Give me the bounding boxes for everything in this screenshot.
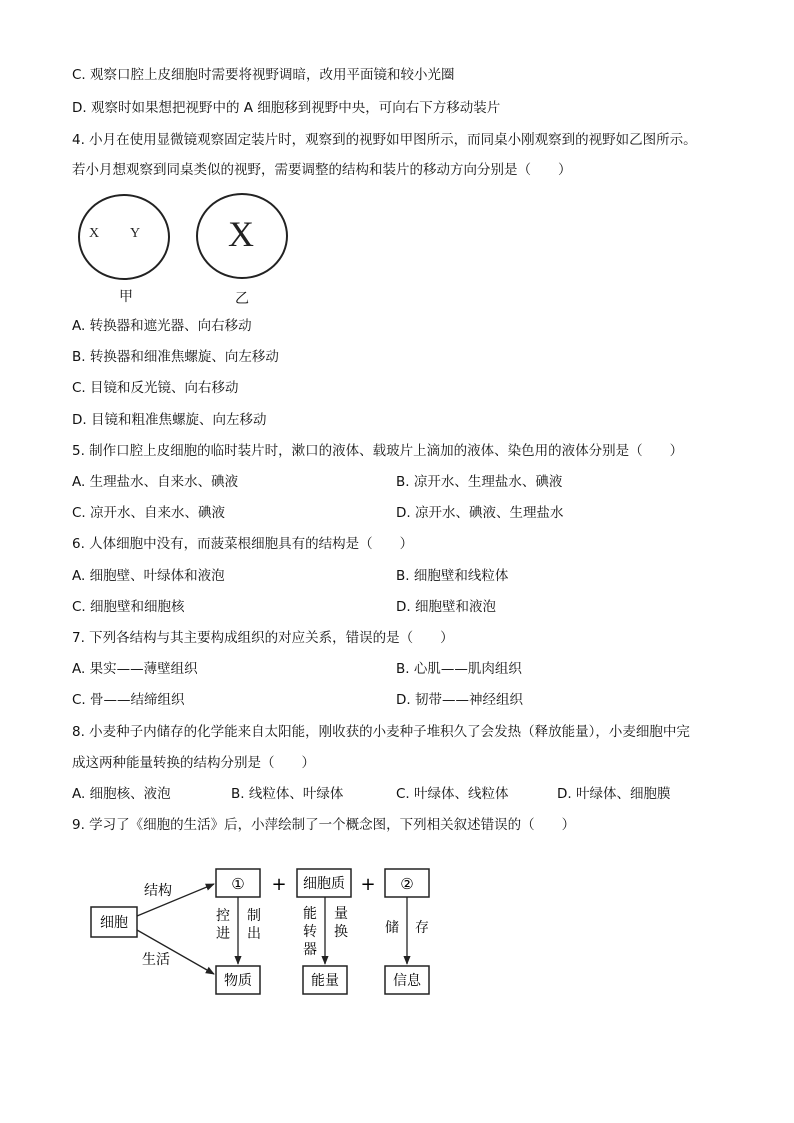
q7-option-b: B. 心肌——肌肉组织	[396, 661, 522, 677]
label-cytoplasm: 细胞质	[303, 876, 345, 892]
q5-option-c: C. 凉开水、自来水、碘液	[72, 505, 226, 521]
label-cell: 细胞	[100, 915, 128, 931]
label-energy-conv-3: 器	[303, 942, 317, 958]
cell-x-small: X	[89, 226, 100, 241]
label-box1: ①	[231, 875, 245, 893]
label-control-2: 进	[216, 926, 230, 942]
label-structure: 结构	[144, 883, 172, 899]
q5-option-b: B. 凉开水、生理盐水、碘液	[396, 474, 563, 490]
cell-y-small: Y	[130, 226, 141, 241]
label-make-1: 制	[247, 908, 261, 924]
caption-jia: 甲	[119, 289, 133, 305]
q6-option-a: A. 细胞壁、叶绿体和液泡	[72, 568, 225, 584]
option-d-previous: D. 观察时如果想把视野中的 A 细胞移到视野中央，可向右下方移动装片	[72, 100, 501, 116]
label-box2: ②	[400, 875, 414, 893]
q4-option-d: D. 目镜和粗准焦螺旋、向左移动	[72, 412, 267, 428]
question-4-stem-line2: 若小月想观察到同桌类似的视野，需要调整的结构和装片的移动方向分别是（ ）	[72, 162, 572, 178]
q5-option-d: D. 凉开水、碘液、生理盐水	[396, 505, 564, 521]
label-energy-conv-2: 转	[303, 924, 317, 940]
q5-option-a: A. 生理盐水、自来水、碘液	[72, 474, 239, 490]
label-store-1: 储	[385, 920, 399, 936]
q4-option-c: C. 目镜和反光镜、向右移动	[72, 380, 239, 396]
label-store-2: 存	[415, 920, 429, 936]
q6-option-c: C. 细胞壁和细胞核	[72, 599, 185, 615]
q4-option-b: B. 转换器和细准焦螺旋、向左移动	[72, 349, 279, 365]
q6-option-d: D. 细胞壁和液泡	[396, 599, 496, 615]
q8-option-a: A. 细胞核、液泡	[72, 786, 171, 802]
label-plus2: +	[360, 874, 376, 895]
label-energy-conv-1: 能	[303, 906, 317, 922]
question-5-stem: 5. 制作口腔上皮细胞的临时装片时，漱口的液体、载玻片上滴加的液体、染色用的液体分别是（ ）	[72, 443, 684, 459]
label-energy-conv-5: 换	[334, 924, 348, 940]
label-plus1: +	[271, 874, 287, 895]
label-info: 信息	[393, 973, 421, 989]
question-9-stem: 9. 学习了《细胞的生活》后，小萍绘制了一个概念图，下列相关叙述错误的（ ）	[72, 817, 576, 833]
label-matter: 物质	[224, 973, 252, 989]
q7-option-d: D. 韧带——神经组织	[396, 692, 523, 708]
q4-option-a: A. 转换器和遮光器、向右移动	[72, 318, 252, 334]
label-control-1: 控	[216, 908, 230, 924]
label-make-2: 出	[247, 926, 261, 942]
question-6-stem: 6. 人体细胞中没有，而菠菜根细胞具有的结构是（ ）	[72, 536, 414, 552]
q8-option-c: C. 叶绿体、线粒体	[396, 786, 509, 802]
label-energy-conv-4: 量	[334, 906, 348, 922]
cell-x-large: X	[228, 214, 254, 254]
q8-option-b: B. 线粒体、叶绿体	[231, 786, 344, 802]
question-7-stem: 7. 下列各结构与其主要构成组织的对应关系，错误的是（ ）	[72, 630, 454, 646]
question-4-stem-line1: 4. 小月在使用显微镜观察固定装片时，观察到的视野如甲图所示，而同桌小刚观察到的视野如乙图所示。	[72, 132, 697, 148]
q7-option-c: C. 骨——结缔组织	[72, 692, 185, 708]
option-c-previous: C. 观察口腔上皮细胞时需要将视野调暗，改用平面镜和较小光圈	[72, 67, 455, 83]
label-life: 生活	[142, 952, 170, 968]
question-8-stem-line2: 成这两种能量转换的结构分别是（ ）	[72, 755, 315, 771]
caption-yi: 乙	[235, 291, 249, 307]
q8-option-d: D. 叶绿体、细胞膜	[557, 786, 671, 802]
q7-option-a: A. 果实——薄壁组织	[72, 661, 198, 677]
q6-option-b: B. 细胞壁和线粒体	[396, 568, 509, 584]
question-8-stem-line1: 8. 小麦种子内储存的化学能来自太阳能，刚收获的小麦种子堆积久了会发热（释放能量），小麦细胞中完	[72, 724, 690, 740]
label-energy: 能量	[311, 973, 339, 989]
